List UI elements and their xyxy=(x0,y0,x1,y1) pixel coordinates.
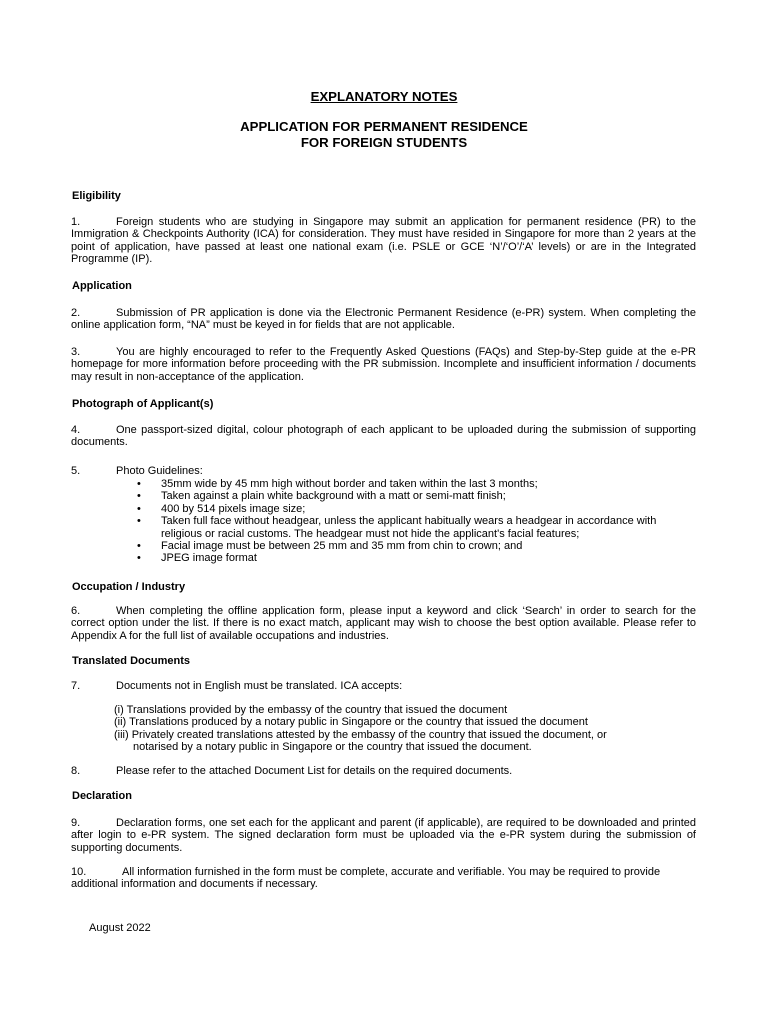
section-heading-declaration: Declaration xyxy=(72,790,132,802)
paragraph-text: When completing the offline application form, please input a keyword and click ‘Search’ in order to search for the correct option under the list. If there is no exact match, applicant may wish to choose the best option available. Please refer to Appendix A for the full list of available occupations and industries. xyxy=(71,605,696,642)
paragraph-text: Submission of PR application is done via the Electronic Permanent Residence (e-PR) system. When completing the online application form, “NA” must be keyed in for fields that are not applicable. xyxy=(71,307,696,332)
bullet-icon: • xyxy=(137,502,141,515)
list-item xyxy=(137,490,697,502)
paragraph-number: 1. xyxy=(71,216,81,228)
photo-guidelines-list xyxy=(137,478,697,565)
translations-list xyxy=(114,704,674,754)
paragraph-9 xyxy=(71,817,696,854)
document-subtitle-line2: FOR FOREIGN STUDENTS xyxy=(300,135,468,150)
paragraph-number: 8. xyxy=(71,765,81,777)
paragraph-2 xyxy=(71,307,696,332)
list-item: (iii) Privately created translations attested by the embassy of the country that issued the document, or xyxy=(114,728,607,741)
paragraph-5 xyxy=(71,465,696,477)
paragraph-number: 3. xyxy=(71,346,81,358)
list-item-text: Taken against a plain white background with a matt or semi-matt finish; xyxy=(161,490,506,503)
paragraph-text: You are highly encouraged to refer to the Frequently Asked Questions (FAQs) and Step-by-Step guide at the e-PR homepage for more information before proceeding with the PR submission. Incomplete and insufficient information / documents may result in non-acceptance of the application. xyxy=(71,346,696,383)
list-item-text: Taken full face without headgear, unless the applicant habitually wears a headgear in accordance with religious or racial customs. The headgear must not hide the applicant's facial features; xyxy=(161,515,657,540)
paragraph-4 xyxy=(71,424,696,449)
list-item-text: 35mm wide by 45 mm high without border and taken within the last 3 months; xyxy=(161,478,538,490)
list-item-text: JPEG image format xyxy=(161,552,257,565)
list-item xyxy=(137,478,697,490)
list-item xyxy=(137,552,697,564)
paragraph-number: 2. xyxy=(71,307,81,319)
list-item: (i) Translations provided by the embassy of the country that issued the document xyxy=(114,704,508,716)
list-item xyxy=(137,503,697,515)
bullet-icon: • xyxy=(137,540,141,553)
paragraph-number: 6. xyxy=(71,605,81,617)
paragraph-6 xyxy=(71,605,696,642)
paragraph-number: 9. xyxy=(71,817,81,829)
section-heading-application: Application xyxy=(72,280,132,292)
bullet-icon: • xyxy=(137,515,141,528)
footer-date: August 2022 xyxy=(89,922,151,934)
bullet-icon: • xyxy=(137,478,141,490)
paragraph-text: All information furnished in the form must be complete, accurate and verifiable. You may be required to provide additional information and documents if necessary. xyxy=(71,866,661,891)
paragraph-8 xyxy=(71,765,696,777)
section-heading-translated-documents: Translated Documents xyxy=(72,655,190,667)
paragraph-number: 7. xyxy=(71,680,81,692)
list-item-text: 400 by 514 pixels image size; xyxy=(161,502,306,515)
paragraph-3 xyxy=(71,346,696,383)
title-text: EXPLANATORY NOTES xyxy=(310,89,458,104)
paragraph-number: 5. xyxy=(71,465,81,477)
section-heading-eligibility: Eligibility xyxy=(72,190,121,202)
list-item xyxy=(137,540,697,552)
list-item-text: Facial image must be between 25 mm and 35 mm from chin to crown; and xyxy=(161,540,523,553)
paragraph-7 xyxy=(71,680,696,692)
paragraph-text: Foreign students who are studying in Singapore may submit an application for permanent residence (PR) to the Immigration & Checkpoints Authority (ICA) for consideration. They must have resided in Singapore for more than 2 years at the point of application, have passed at least one national exam (i.e. PSLE or GCE ‘N’/‘O’/‘A’ levels) or are in the Integrated Programme (IP). xyxy=(71,216,696,266)
list-item: (ii) Translations produced by a notary public in Singapore or the country that issued the document xyxy=(114,716,588,729)
section-heading-occupation: Occupation / Industry xyxy=(72,581,186,593)
list-item xyxy=(137,515,697,540)
paragraph-text: Photo Guidelines: xyxy=(116,465,203,477)
document-subtitle-line1: APPLICATION FOR PERMANENT RESIDENCE xyxy=(240,119,528,134)
paragraph-number: 10. xyxy=(71,866,87,878)
paragraph-text: One passport-sized digital, colour photograph of each applicant to be uploaded during the submission of supporting documents. xyxy=(71,424,696,449)
paragraph-text: Declaration forms, one set each for the applicant and parent (if applicable), are required to be downloaded and printed after login to e-PR system. The signed declaration form must be uploaded via the e-PR system during the submission of supporting documents. xyxy=(71,817,696,854)
bullet-icon: • xyxy=(137,552,141,565)
paragraph-text: Please refer to the attached Document List for details on the required documents. xyxy=(116,765,513,777)
document-title xyxy=(0,89,768,104)
paragraph-1 xyxy=(71,216,696,266)
bullet-icon: • xyxy=(137,490,141,503)
paragraph-10 xyxy=(71,866,696,891)
paragraph-text: Documents not in English must be translated. ICA accepts: xyxy=(116,680,403,692)
section-heading-photograph: Photograph of Applicant(s) xyxy=(72,398,214,410)
paragraph-number: 4. xyxy=(71,424,81,436)
list-item-continuation: notarised by a notary public in Singapore or the country that issued the document. xyxy=(133,741,532,754)
